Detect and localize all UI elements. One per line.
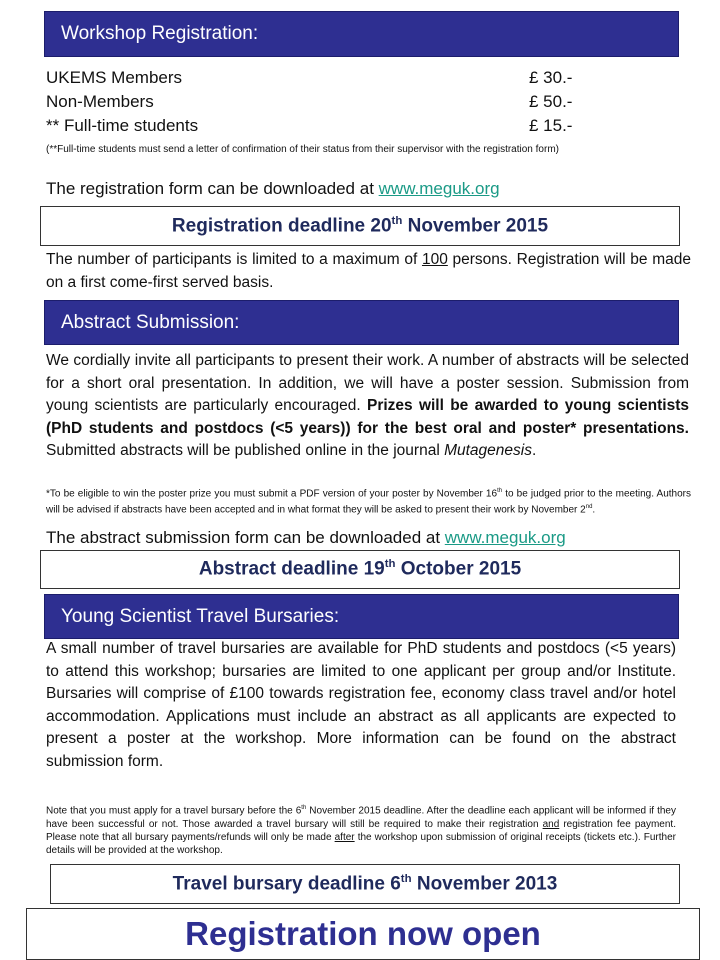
bursary-header: [44, 594, 679, 639]
abstract-deadline-box: [40, 550, 680, 589]
fee-price: £ 15.-: [529, 116, 573, 135]
fee-row-students: [46, 114, 686, 138]
abstract-paragraph: We cordially invite all participants to present their work. A number of abstracts will be selected for a short oral presentation. In addition, we will have a poster session. Submission from young scientists are particularly encouraged. Prizes will be awarded to young scientists (PhD students and postdocs (<5 years)) for the best oral and poster* presentations. Submitted abstracts will be published online in the journal Mutagenesis.: [46, 352, 689, 460]
fee-row-members: [46, 66, 686, 90]
abstract-deadline-text: Abstract deadline 19th October 2015: [198, 558, 522, 580]
workshop-registration-title: Workshop Registration:: [61, 23, 259, 44]
bursary-deadline-box: [50, 864, 680, 904]
fee-row-non-members: [46, 90, 686, 114]
bursary-note: Note that you must apply for a travel bursary before the 6th November 2015 deadline. After the deadline each applicant will be informed if they have been successful or not. Those awarded a travel bursary will still be required to make their registration and registration fee payment. Please note that all bursary payments/refunds will only be made after the workshop upon submission of original receipts (tickets etc.). Further details will be provided at the workshop.: [46, 805, 676, 856]
fee-price: £ 50.-: [529, 92, 573, 111]
registration-deadline-box: [40, 206, 680, 246]
fee-list: [46, 66, 686, 138]
fee-label: ** Full-time students: [46, 116, 199, 135]
participants-limit-number: 100: [421, 251, 448, 268]
abstract-download-text: The abstract submission form can be downloaded at: [46, 528, 445, 547]
students-note: (**Full-time students must send a letter of confirmation of their status from their supervisor with the registration form): [46, 144, 559, 155]
fee-label: Non-Members: [46, 92, 154, 111]
registration-open-banner: [26, 908, 700, 960]
fee-price: £ 30.-: [529, 68, 573, 87]
poster-prize-note: *To be eligible to win the poster prize you must submit a PDF version of your poster by November 16th to be judged prior to the meeting. Authors will be advised if abstracts have been accepted and in what format they will be asked to present their work by November 2nd.: [46, 488, 692, 515]
journal-name: Mutagenesis: [444, 442, 532, 460]
registration-open-text: Registration now open: [185, 915, 541, 952]
abstract-submission-header: [44, 300, 679, 345]
abstract-download-link[interactable]: www.meguk.org: [444, 528, 566, 547]
fee-label: UKEMS Members: [46, 68, 183, 87]
abstract-download-line: [46, 527, 711, 549]
participants-limit: The number of participants is limited to a maximum of 100 persons. Registration will be made on a first come-first served basis.: [46, 251, 691, 291]
registration-download-line: [46, 178, 706, 200]
registration-deadline-text: Registration deadline 20th November 2015: [171, 214, 549, 237]
bursary-title: Young Scientist Travel Bursaries:: [61, 605, 340, 627]
workshop-registration-header: [44, 11, 679, 57]
bursary-deadline-text: Travel bursary deadline 6th November 2013: [172, 872, 558, 895]
abstract-submission-title: Abstract Submission:: [61, 311, 240, 333]
bursary-paragraph: A small number of travel bursaries are available for PhD students and postdocs (<5 years) to attend this workshop; bursaries are limited to one applicant per group and/or Institute. Bursaries will comprise of £100 towards registration fee, economy class travel and/or hotel accommodation. Applications must include an abstract as all applicants are expected to present a poster at the workshop. More information can be found on the abstract submission form.: [46, 640, 676, 770]
registration-download-link[interactable]: www.meguk.org: [378, 179, 500, 198]
prize-statement: Prizes will be awarded to young scientists (PhD students and postdocs (<5 years)) for the best oral and poster* presentations.: [46, 397, 689, 437]
registration-download-text: The registration form can be downloaded at: [46, 179, 379, 198]
